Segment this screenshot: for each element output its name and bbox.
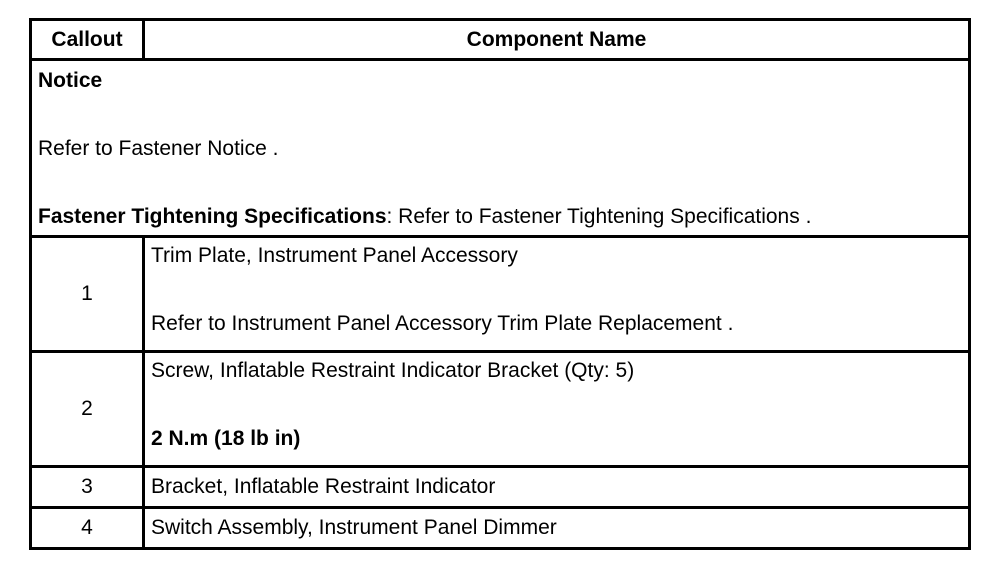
callout-number: 3 — [31, 467, 144, 508]
component-name: Screw, Inflatable Restraint Indicator Bracket (Qty: 5) — [151, 359, 635, 382]
tightening-spec-label: Fastener Tightening Specifications — [38, 205, 387, 228]
callout-number: 2 — [31, 352, 144, 467]
table-header-row — [31, 20, 970, 60]
fastener-notice-reference: Refer to Fastener Notice . — [38, 137, 279, 160]
notice-row — [31, 60, 970, 237]
component-name: Bracket, Inflatable Restraint Indicator — [144, 467, 970, 508]
table-row — [31, 237, 970, 352]
component-name: Trim Plate, Instrument Panel Accessory — [151, 244, 518, 267]
callout-number: 1 — [31, 237, 144, 352]
callout-number: 4 — [31, 508, 144, 549]
component-description — [144, 352, 970, 467]
component-name: Switch Assembly, Instrument Panel Dimmer — [144, 508, 970, 549]
component-callout-table — [29, 18, 971, 550]
tightening-spec-line — [38, 205, 968, 229]
component-name-column-header: Component Name — [144, 20, 970, 60]
table-row — [31, 508, 970, 549]
torque-spec: 2 N.m (18 lb in) — [151, 427, 301, 450]
tightening-spec-reference: : Refer to Fastener Tightening Specifications . — [386, 205, 812, 228]
notice-title: Notice — [38, 69, 103, 92]
notice-cell — [31, 60, 970, 237]
component-note: Refer to Instrument Panel Accessory Trim Plate Replacement . — [151, 312, 734, 335]
component-description — [144, 237, 970, 352]
table-row — [31, 467, 970, 508]
table-row — [31, 352, 970, 467]
callout-column-header: Callout — [31, 20, 144, 60]
